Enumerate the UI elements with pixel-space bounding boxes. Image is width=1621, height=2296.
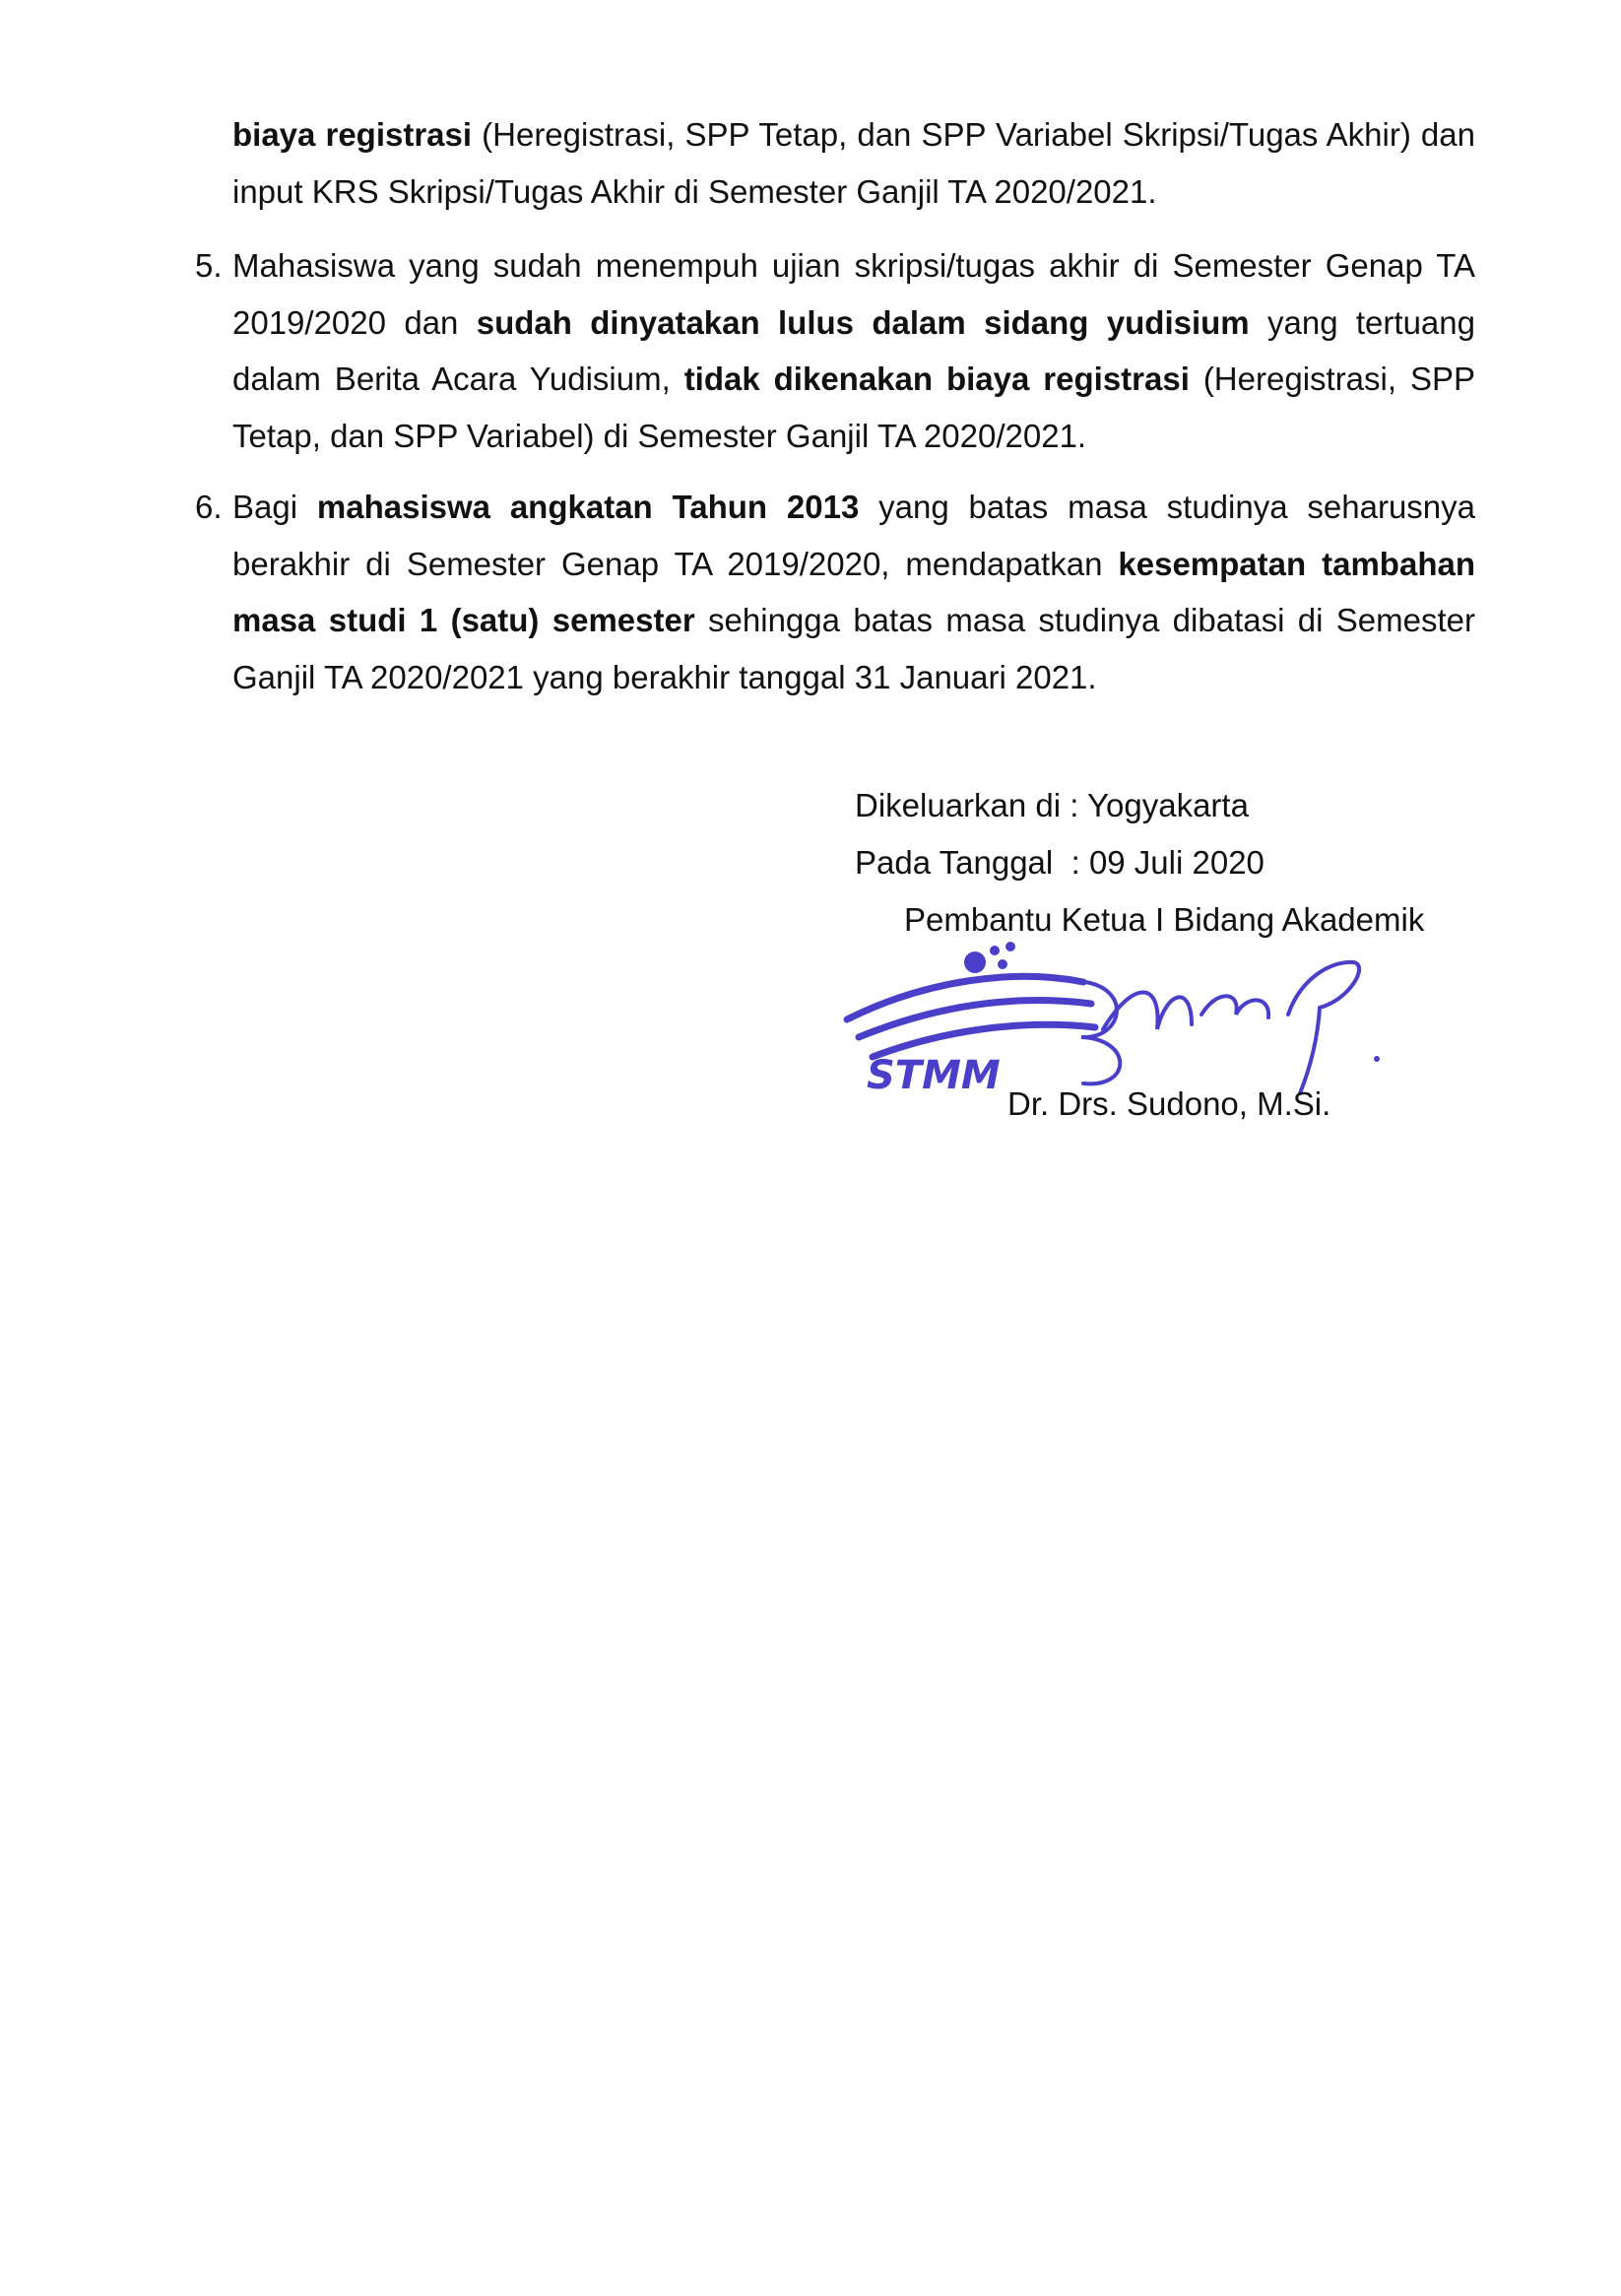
bold-phrase: sudah dinyatakan lulus dalam sidang yudisium (476, 303, 1250, 341)
text-run: Mahasiswa yang sudah menempuh ujian skripsi/tugas akhir di Semester Genap TA 2019/2020 dan (232, 247, 1475, 341)
stamp-signature-icon (837, 921, 1389, 1108)
bold-phrase: kesempatan tambahan masa studi 1 (satu) semester (232, 545, 1475, 638)
bold-phrase: mahasiswa angkatan Tahun 2013 (316, 489, 860, 525)
text-run: Bagi (232, 489, 317, 525)
list-number-6: 6. (195, 489, 223, 525)
text-run: (Heregistrasi, SPP Tetap, dan SPP Variabel Skripsi/Tugas Akhir) dan input KRS Skripsi/Tugas Akhir di Semester Ganjil TA 2020/2021. (232, 116, 1475, 210)
issued-line: Dikeluarkan di : Yogyakarta (855, 787, 1249, 823)
stamp-text: STMM (867, 1053, 1001, 1098)
issued-label: Dikeluarkan di (855, 787, 1062, 823)
text-run: sehingga batas masa studinya dibatasi di Semester Ganjil TA 2020/2021 yang berakhir tanggal 31 Januari 2021. (232, 602, 1475, 695)
signatory-name: Dr. Drs. Sudono, M.Si. (1007, 1085, 1331, 1122)
date-label: Pada Tanggal (855, 844, 1054, 881)
issued-value: Yogyakarta (1087, 787, 1249, 823)
list-number-5: 5. (195, 247, 223, 284)
text-run: yang batas masa studinya seharusnya berakhir di Semester Genap TA 2019/2020, mendapatkan (232, 489, 1476, 582)
bold-phrase: tidak dikenakan biaya registrasi (683, 361, 1190, 397)
bold-phrase: biaya registrasi (232, 116, 473, 153)
list-item-6 (232, 479, 1475, 705)
date-line: Pada Tanggal : 09 Juli 2020 (855, 844, 1264, 881)
text-run: (Heregistrasi, SPP Tetap, dan SPP Variabel) di Semester Ganjil TA 2020/2021. (232, 361, 1475, 454)
paragraph-continuation (232, 106, 1475, 220)
list-item-5 (232, 237, 1475, 464)
date-value: 09 Juli 2020 (1088, 844, 1264, 881)
position-title: Pembantu Ketua I Bidang Akademik (904, 901, 1425, 938)
text-run: yang tertuang dalam Berita Acara Yudisium, (232, 303, 1475, 397)
